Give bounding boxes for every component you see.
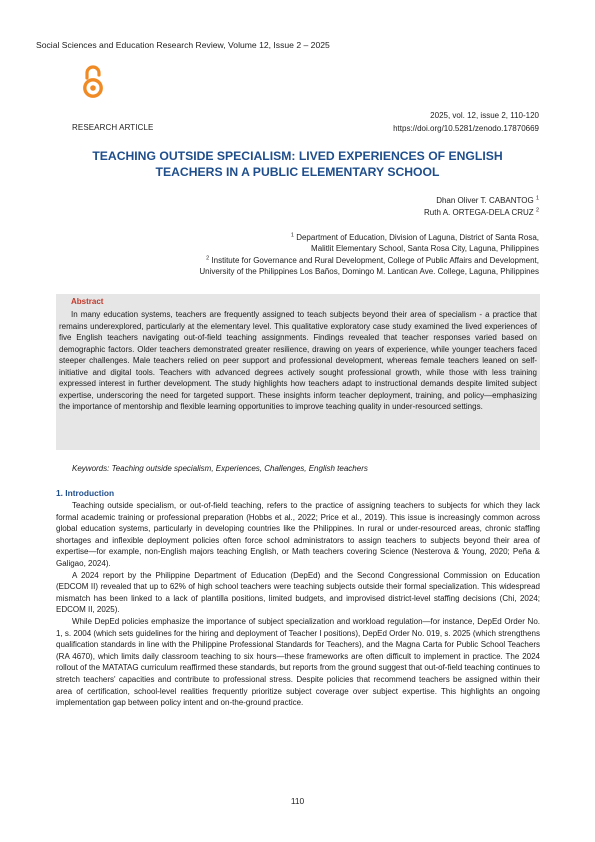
affiliation-2-line-1: $^2$ Institute for Governance and Rural Development, College of Public Affairs and Development, bbox=[206, 254, 539, 265]
author-1: Dhan Oliver T. CABANTOG $^1$ bbox=[436, 195, 539, 205]
affiliation-1-line-2: Malitlit Elementary School, Santa Rosa City, Laguna, Philippines bbox=[311, 244, 539, 254]
volume-pages: 2025, vol. 12, issue 2, 110-120 bbox=[430, 111, 539, 120]
paragraph-2: A 2024 report by the Philippine Department of Education (DepEd) and the Second Congressional Commission on Education (EDCOM II) revealed that up to 62% of high school teachers were teaching subjects outside their formal specialization. This widespread mismatch has been linked to a lack of plantilla positions, limited budgets, and improvised district-level staffing decisions (Chi, 2024; EDCOM II, 2025). bbox=[56, 570, 540, 615]
paragraph-3: While DepEd policies emphasize the importance of subject specialization and workload regulation—for instance, DepEd Order No. 1, s. 2004 (which sets guidelines for the hiring and deployment of Teacher I positions), DepEd Order No. 019, s. 2025 (which strengthens qualification standards in line with the Philippine Professional Standards for Teachers), and the Magna Carta for Public School Teachers (RA 4670), which limits daily classroom teaching to six hours—these frameworks are often difficult to implement in practice. The 2024 rollout of the MATATAG curriculum reaffirmed these standards, but reports from the ground suggest that out-of-field teaching continues to stretch teachers' capacities and contribute to professional stress. Despite policies that recommend teachers be assigned within their area of certification, school-level realities frequently prioritize subject coverage over subject expertise. This highlights an ongoing implementation gap between policy intent and on-the-ground practice. bbox=[56, 616, 540, 708]
affiliation-1-line-1: $^1$ Department of Education, Division of Laguna, District of Santa Rosa, bbox=[290, 232, 539, 242]
author-list bbox=[424, 195, 539, 219]
article-meta bbox=[393, 109, 539, 135]
journal-header: Social Sciences and Education Research Review, Volume 12, Issue 2 – 2025 bbox=[36, 40, 330, 50]
title-line-2: TEACHERS IN A PUBLIC ELEMENTARY SCHOOL bbox=[155, 165, 440, 179]
affiliation-2-line-2: University of the Philippines Los Baños, Domingo M. Lantican Ave. College, Laguna, Philippines bbox=[199, 266, 539, 276]
paragraph-1: Teaching outside specialism, or out-of-field teaching, refers to the practice of assigning teachers to subjects for which they lack formal academic training or professional preparation (Hobbs et al., 2022; Price et al., 2019). This issue is increasingly common across global education systems, particularly in developing countries like the Philippines. In rural or under-resourced areas, chronic staffing shortages and inflexible deployment policies often force school administrators to assign teachers to subjects beyond their area of expertise—for example, non-English majors teaching English, or Math teachers covering Science (Nesterova & Young, 2020; Peña & Galigao, 2024). bbox=[56, 501, 540, 568]
doi-link[interactable]: https://doi.org/10.5281/zenodo.17870669 bbox=[393, 124, 539, 133]
section-heading-introduction: 1. Introduction bbox=[56, 488, 115, 498]
abstract-text: In many education systems, teachers are frequently assigned to teach subjects beyond their area of specialism - a practice that remains underexplored, particularly at the elementary level. This qualitative exploratory case study examined the lived experiences of five English teachers navigating out-of-field teaching assignments. Findings revealed that teacher responses varied based on demographic factors. Older teachers demonstrated greater resilience, drawing on years of experience, while younger teachers faced steeper challenges. Male teachers relied on peer support and professional development, whereas female teachers leaned on self-initiative and digital tools. Teachers with advanced degrees actively sought professional growth, while those with less training expressed interest in further development. The study highlights how teachers adapt to instructional demands despite limited subject expertise, underscoring the need for targeted support. These insights inform teacher deployment, training, and policy—emphasizing the importance of mentorship and flexible learning opportunities to improve teaching quality in under-resourced settings. bbox=[59, 310, 537, 412]
introduction-body bbox=[56, 500, 540, 709]
article-type: RESEARCH ARTICLE bbox=[72, 123, 154, 132]
keywords: Keywords: Teaching outside specialism, Experiences, Challenges, English teachers bbox=[72, 464, 368, 473]
open-access-icon bbox=[82, 64, 104, 100]
article-title bbox=[40, 148, 555, 180]
abstract-heading: Abstract bbox=[71, 297, 104, 306]
affiliations bbox=[199, 232, 539, 277]
author-2: Ruth A. ORTEGA-DELA CRUZ $^2$ bbox=[424, 207, 539, 217]
page-number: 110 bbox=[290, 796, 305, 806]
title-line-1: TEACHING OUTSIDE SPECIALISM: LIVED EXPERIENCES OF ENGLISH bbox=[92, 149, 503, 163]
